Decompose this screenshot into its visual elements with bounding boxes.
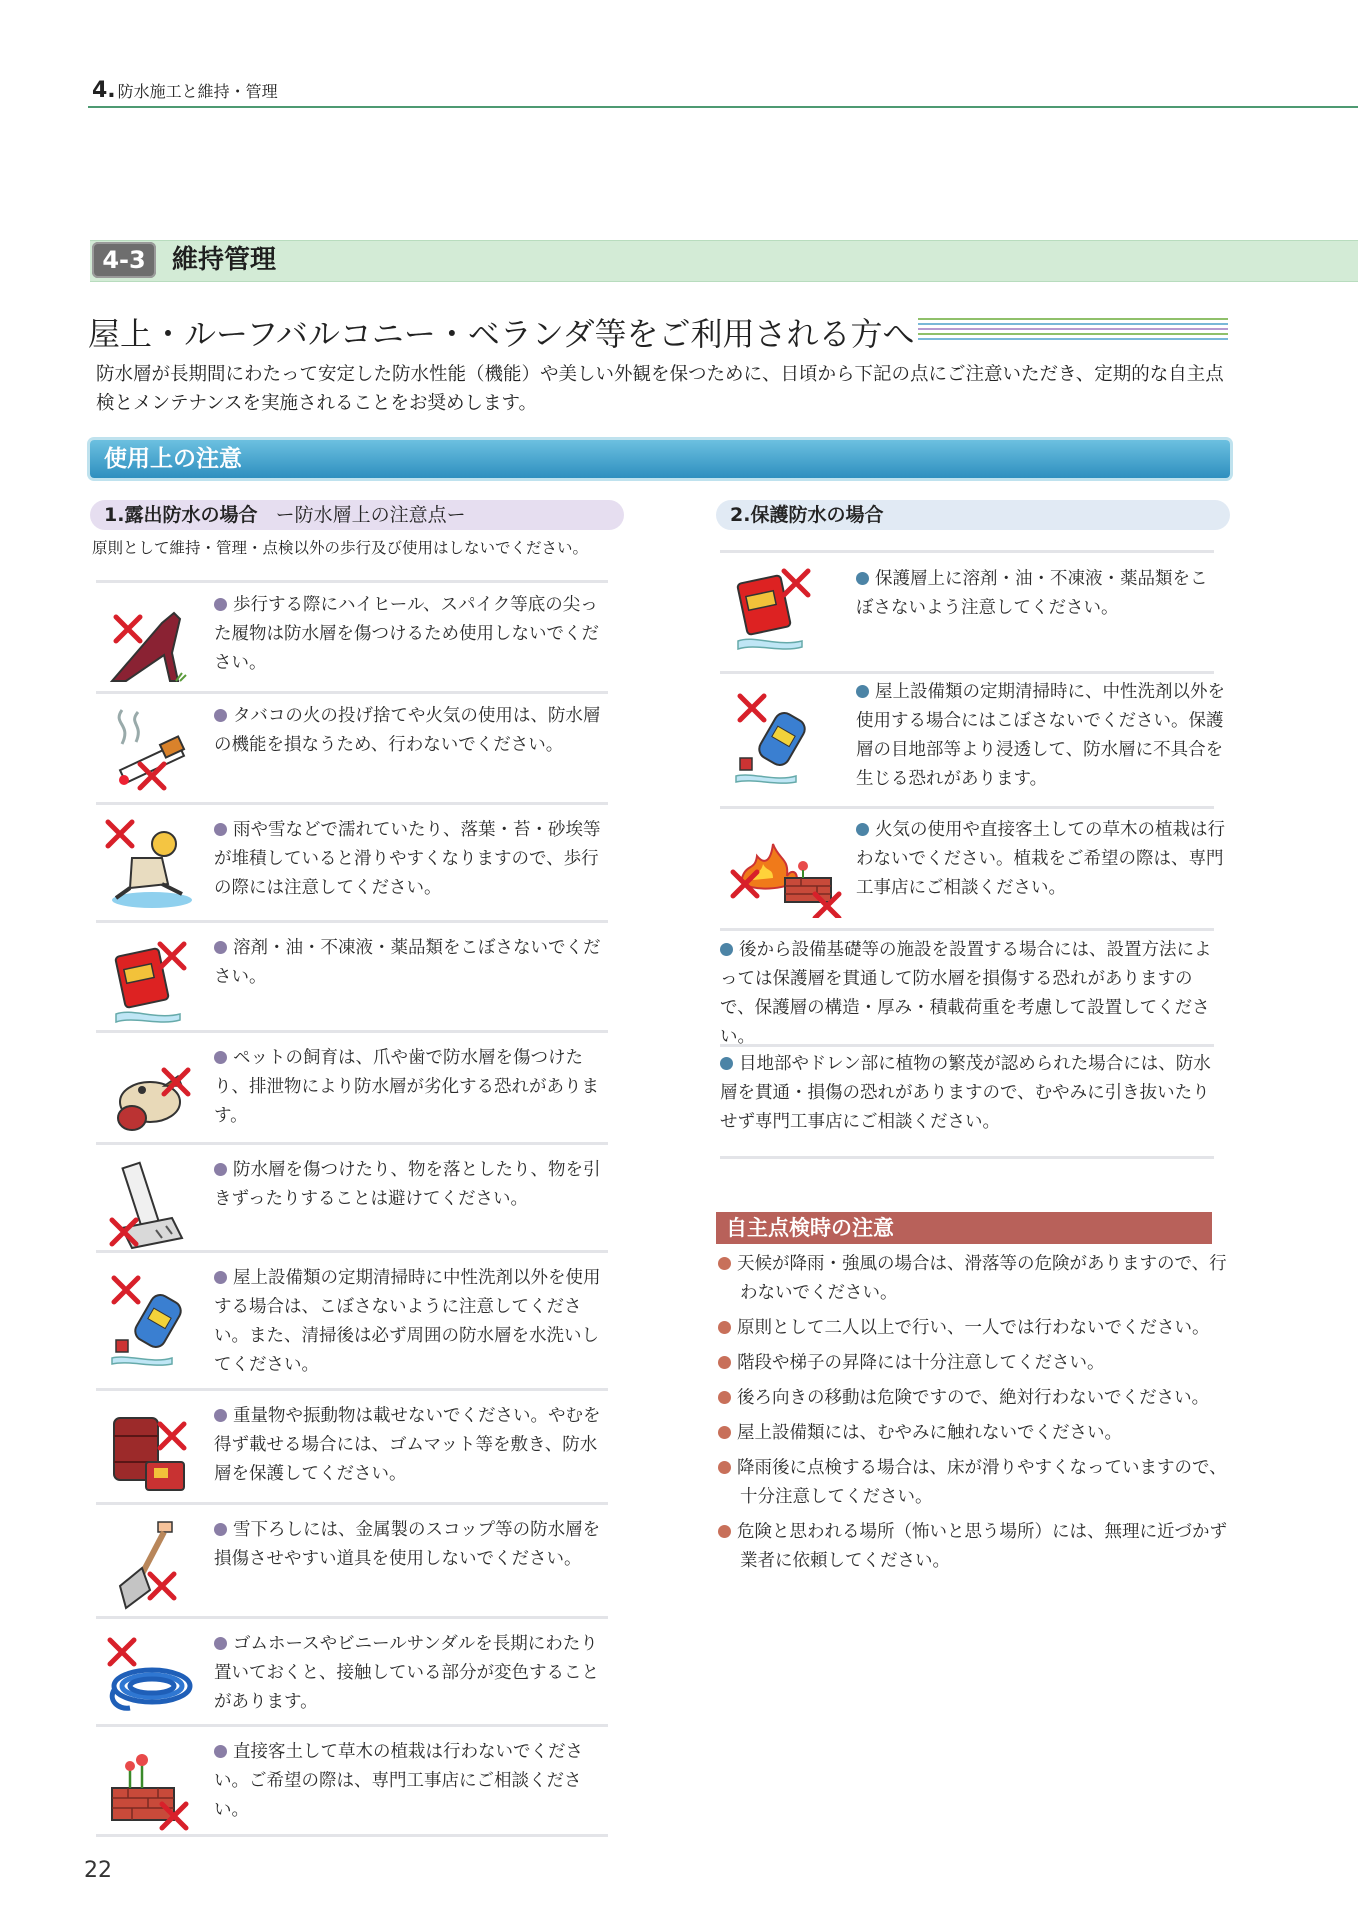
usage-heading: 使用上の注意 <box>104 446 242 472</box>
list-item: 危険と思われる場所（怖いと思う場所）には、無理に近づかず業者に依頼してください。 <box>718 1518 1238 1576</box>
list-item <box>96 1036 608 1145</box>
list-item <box>720 812 1225 931</box>
list-item: 原則として二人以上で行い、一人では行わないでください。 <box>718 1314 1238 1343</box>
protected-heading-bold: 2.保護防水の場合 <box>730 504 884 526</box>
inspection-list <box>718 1250 1238 1582</box>
list-item <box>720 550 1214 674</box>
protected-waterproofing-heading <box>716 500 1230 530</box>
list-item: 屋上設備類には、むやみに触れないでください。 <box>718 1419 1238 1448</box>
item-text: 保護層上に溶剤・油・不凍液・薬品類をこぼさないよう注意してください。 <box>856 569 1208 618</box>
chapter-title: 防水施工と維持・管理 <box>117 82 278 101</box>
list-item <box>96 1256 608 1391</box>
detergent-bottle-icon <box>102 1274 198 1370</box>
item-text: 雨や雪などで濡れていたり、落葉・苔・砂埃等が堆積していると滑りやすくなりますので、歩行の際には注意してください。 <box>214 820 601 898</box>
item-text: 歩行する際にハイヒール、スパイク等底の尖った履物は防水層を傷つけるため使用しないでください。 <box>214 595 599 673</box>
chapter-number: 4. <box>92 78 116 103</box>
list-item <box>96 1394 608 1505</box>
slipping-worker-icon <box>102 818 198 914</box>
heavy-drum-icon <box>102 1404 198 1500</box>
page-number: 22 <box>84 1858 112 1883</box>
dog-icon <box>102 1046 198 1142</box>
principle-note: 原則として維持・管理・点検以外の歩行及び使用はしないでください。 <box>92 539 589 557</box>
item-text: ペットの飼育は、爪や歯で防水層を傷つけたり、排泄物により防水層が劣化する恐れがあります。 <box>214 1048 599 1126</box>
flower-planter-icon <box>102 1740 198 1836</box>
item-text: タバコの火の投げ捨てや火気の使用は、防水層の機能を損なうため、行わないでください。 <box>214 706 601 755</box>
item-text: 溶剤・油・不凍液・薬品類をこぼさないでください。 <box>214 938 601 987</box>
spilled-can-icon <box>726 563 822 659</box>
list-item: 降雨後に点検する場合は、床が滑りやすくなっていますので、十分注意してください。 <box>718 1454 1238 1512</box>
chapter-header <box>92 78 278 103</box>
fire-planter-icon <box>726 822 846 918</box>
headline-decoration-lines <box>918 318 1228 344</box>
item-text: 屋上設備類の定期清掃時に中性洗剤以外を使用する場合は、こぼさないように注意してください。また、清掃後は必ず周囲の防水層を水洗いしてください。 <box>214 1268 601 1375</box>
list-item: 後ろ向きの移動は危険ですので、絶対行わないでください。 <box>718 1384 1238 1413</box>
list-item: 天候が降雨・強風の場合は、滑落等の危険がありますので、行わないでください。 <box>718 1250 1238 1308</box>
list-item <box>720 1050 1214 1159</box>
page-headline: 屋上・ルーフバルコニー・ベランダ等をご利用される方へ <box>88 315 915 353</box>
item-text: 火気の使用や直接客土しての草木の植栽は行わないでください。植栽をご希望の際は、専門工事店にご相談ください。 <box>856 820 1225 898</box>
item-text: 防水層を傷つけたり、物を落としたり、物を引きずったりすることは避けてください。 <box>214 1160 601 1209</box>
list-item <box>96 694 608 805</box>
item-text: 直接客土して草木の植栽は行わないでください。ご希望の際は、専門工事店にご相談ください。 <box>214 1742 583 1820</box>
list-item <box>96 1508 608 1619</box>
cigarette-icon <box>102 704 198 800</box>
list-item <box>96 1730 608 1837</box>
usage-heading-bar <box>90 440 1230 478</box>
high-heel-icon <box>102 593 198 689</box>
header-rule <box>88 106 1358 108</box>
shovel-icon <box>102 1518 198 1614</box>
list-item <box>96 1622 608 1727</box>
rubber-hose-icon <box>102 1632 198 1728</box>
list-item <box>96 808 608 923</box>
list-item <box>96 1148 608 1253</box>
item-text: 屋上設備類の定期清掃時に、中性洗剤以外を使用する場合にはこぼさないでください。保護層の目地部等より浸透して、防水層に不具合を生じる恐れがあります。 <box>856 682 1225 789</box>
section-title: 維持管理 <box>172 245 277 275</box>
item-text: ゴムホースやビニールサンダルを長期にわたり置いておくと、接触している部分が変色することがあります。 <box>214 1634 599 1712</box>
inspection-heading: 自主点検時の注意 <box>726 1216 894 1240</box>
section-number-badge: 4-3 <box>92 242 156 278</box>
list-item <box>720 934 1214 1047</box>
note-text: 目地部やドレン部に植物の繁茂が認められた場合には、防水層を貫通・損傷の恐れがありますので、むやみに引き抜いたりせず専門工事店にご相談ください。 <box>720 1054 1211 1132</box>
list-item <box>720 674 1225 809</box>
detergent-bottle-icon <box>726 692 822 788</box>
item-text: 重量物や振動物は載せないでください。やむを得ず載せる場合には、ゴムマット等を敷き、防水層を保護してください。 <box>214 1406 601 1484</box>
section-band <box>90 240 1358 282</box>
list-item <box>96 926 608 1033</box>
list-item <box>96 580 608 694</box>
spilled-can-icon <box>102 936 198 1032</box>
item-text: 雪下ろしには、金属製のスコップ等の防水層を損傷させやすい道具を使用しないでください。 <box>214 1520 601 1569</box>
falling-object-icon <box>102 1158 198 1254</box>
exposed-waterproofing-heading <box>90 500 624 530</box>
list-item: 階段や梯子の昇降には十分注意してください。 <box>718 1349 1238 1378</box>
exposed-heading-bold: 1.露出防水の場合 <box>104 504 258 526</box>
intro-paragraph: 防水層が長期間にわたって安定した防水性能（機能）や美しい外観を保つために、日頃から下記の点にご注意いただき、定期的な自主点検とメンテナンスを実施されることをお奨めします。 <box>96 364 1224 414</box>
exposed-heading-sub: ー防水層上の注意点ー <box>275 504 466 526</box>
note-text: 後から設備基礎等の施設を設置する場合には、設置方法によっては保護層を貫通して防水層を損傷する恐れがありますので、保護層の構造・厚み・積載荷重を考慮して設置してください。 <box>720 940 1212 1047</box>
